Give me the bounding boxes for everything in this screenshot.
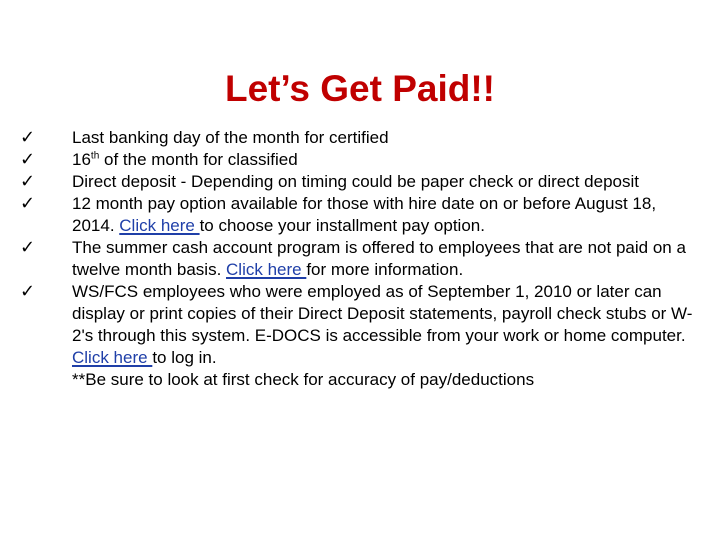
- checkmark-icon: ✓: [20, 171, 36, 192]
- bullet-summer-cash-account: [16, 237, 696, 281]
- bullet-edocs-access: [16, 281, 696, 391]
- bullet-text-after-link: for more information.: [306, 260, 464, 279]
- bullet-number: 16: [72, 150, 91, 169]
- installment-option-link[interactable]: Click here: [119, 216, 200, 235]
- bullet-direct-deposit: [16, 171, 696, 193]
- checkmark-icon: ✓: [20, 127, 36, 148]
- bullet-classified-payday: [16, 149, 696, 171]
- checkmark-icon: ✓: [20, 237, 36, 258]
- bullet-12-month-option: [16, 193, 696, 237]
- summer-cash-info-link[interactable]: Click here: [226, 260, 307, 279]
- bullet-text: Direct deposit - Depending on timing could be paper check or direct deposit: [72, 172, 639, 191]
- bullet-text-after-link: to choose your installment pay option.: [199, 216, 485, 235]
- bullet-list: [16, 127, 696, 391]
- bullet-text: of the month for classified: [99, 150, 298, 169]
- bullet-certified-payday: [16, 127, 696, 149]
- checkmark-icon: ✓: [20, 281, 36, 302]
- bullet-text: The summer cash account program is offered to employees that are not paid on a twelve month basis.: [72, 238, 686, 279]
- bullet-text: WS/FCS employees who were employed as of September 1, 2010 or later can display or print copies of their Direct Deposit statements, payroll check stubs or W-2's through this system. E-DOCS is accessible from your work or home computer.: [72, 282, 693, 345]
- checkmark-icon: ✓: [20, 193, 36, 214]
- bullet-ordinal-suffix: th: [90, 150, 100, 162]
- edocs-login-link[interactable]: Click here: [72, 348, 153, 367]
- bullet-text: Last banking day of the month for certified: [72, 128, 389, 147]
- slide-title: Let’s Get Paid!!: [224, 67, 495, 109]
- bullet-text: 12 month pay option available for those with hire date on or before August 18, 2014.: [72, 194, 657, 235]
- checkmark-icon: ✓: [20, 149, 36, 170]
- bullet-text-after-link: to log in.: [152, 348, 217, 367]
- accuracy-note: **Be sure to look at first check for accuracy of pay/deductions: [72, 370, 535, 389]
